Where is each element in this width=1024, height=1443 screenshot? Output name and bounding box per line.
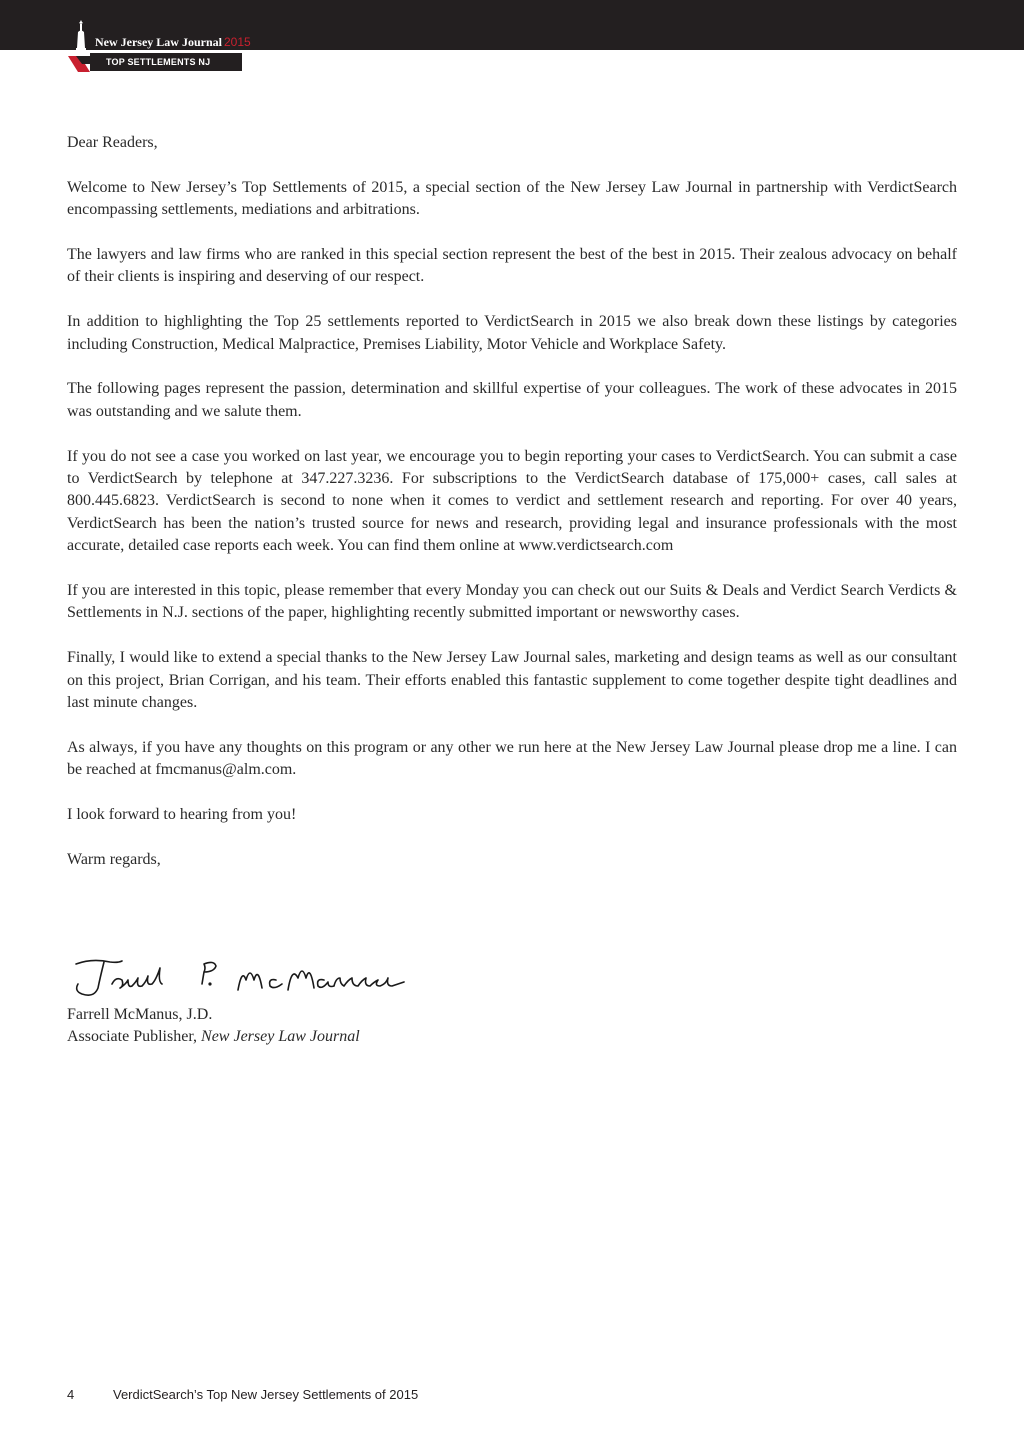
letter-body xyxy=(67,132,957,894)
signoff-block xyxy=(67,1004,360,1049)
closing: Warm regards, xyxy=(67,850,161,868)
statue-of-liberty-icon xyxy=(66,20,96,80)
paragraph-reporting: If you do not see a case you worked on last year, we encourage you to begin reporting your cases to VerdictSearch. You can submit a case to VerdictSearch by telephone at 347.227.3236. For subscriptions to the VerdictSearch database of 175,000+ cases, call sales at 800.445.6823. VerdictSearch is second to none when it comes to verdict and settlement research and reporting. For over 40 years, VerdictSearch has been the nation’s trusted source for news and research, providing legal and insurance professionals with the most accurate, detailed case reports each week. You can find them online at www.verdictsearch.com xyxy=(67,447,957,555)
paragraph-closing-line: I look forward to hearing from you! xyxy=(67,806,297,824)
signer-title-prefix: Associate Publisher, xyxy=(67,1028,198,1046)
salutation: Dear Readers, xyxy=(67,134,158,151)
paragraph-categories: In addition to highlighting the Top 25 settlements reported to VerdictSearch in 2015 we also break down these listings by categories including Construction, Medical Malpractice, Premises Liability, Motor Vehicle and Workplace Safety. xyxy=(67,313,957,353)
signer-title xyxy=(67,1026,360,1048)
signer-publication: New Jersey Law Journal xyxy=(201,1028,360,1046)
handwritten-signature xyxy=(70,954,410,1000)
paragraph-contact: As always, if you have any thoughts on this program or any other we run here at the New Jersey Law Journal please drop me a line. I can be reached at fmcmanus@alm.com. xyxy=(67,738,957,779)
paragraph-thanks: Finally, I would like to extend a special thanks to the New Jersey Law Journal sales, marketing and design teams as well as our consultant on this project, Brian Corrigan, and his team. Their efforts enabled this fantastic supplement to come together despite tight deadlines and last minute changes. xyxy=(67,649,957,712)
paragraph-colleagues: The following pages represent the passion, determination and skillful expertise of your colleagues. The work of these advocates in 2015 was outstanding and we salute them. xyxy=(67,380,957,420)
paragraph-lawyers: The lawyers and law firms who are ranked in this special section represent the best of the best in 2015. Their zealous advocacy on behalf of their clients is inspiring and deserving of our respect. xyxy=(67,246,957,286)
page-number: 4 xyxy=(67,1387,75,1402)
section-tag: TOP SETTLEMENTS NJ xyxy=(90,53,242,71)
signer-name: Farrell McManus, J.D. xyxy=(67,1006,213,1023)
footer-publication: VerdictSearch’s Top New Jersey Settlements of 2015 xyxy=(113,1387,419,1402)
page-footer xyxy=(67,1387,418,1402)
paragraph-monday: If you are interested in this topic, please remember that every Monday you can check out our Suits & Deals and Verdict Search Verdicts & Settlements in N.J. sections of the paper, highlighting recently submitted important or newsworthy cases. xyxy=(67,582,957,622)
paragraph-welcome: Welcome to New Jersey’s Top Settlements of 2015, a special section of the New Jersey Law Journal in partnership with VerdictSearch encompassing settlements, mediations and arbitrations. xyxy=(67,178,957,219)
masthead xyxy=(95,34,251,50)
masthead-year: 2015 xyxy=(223,35,251,49)
masthead-title: New Jersey Law Journal xyxy=(95,35,222,49)
